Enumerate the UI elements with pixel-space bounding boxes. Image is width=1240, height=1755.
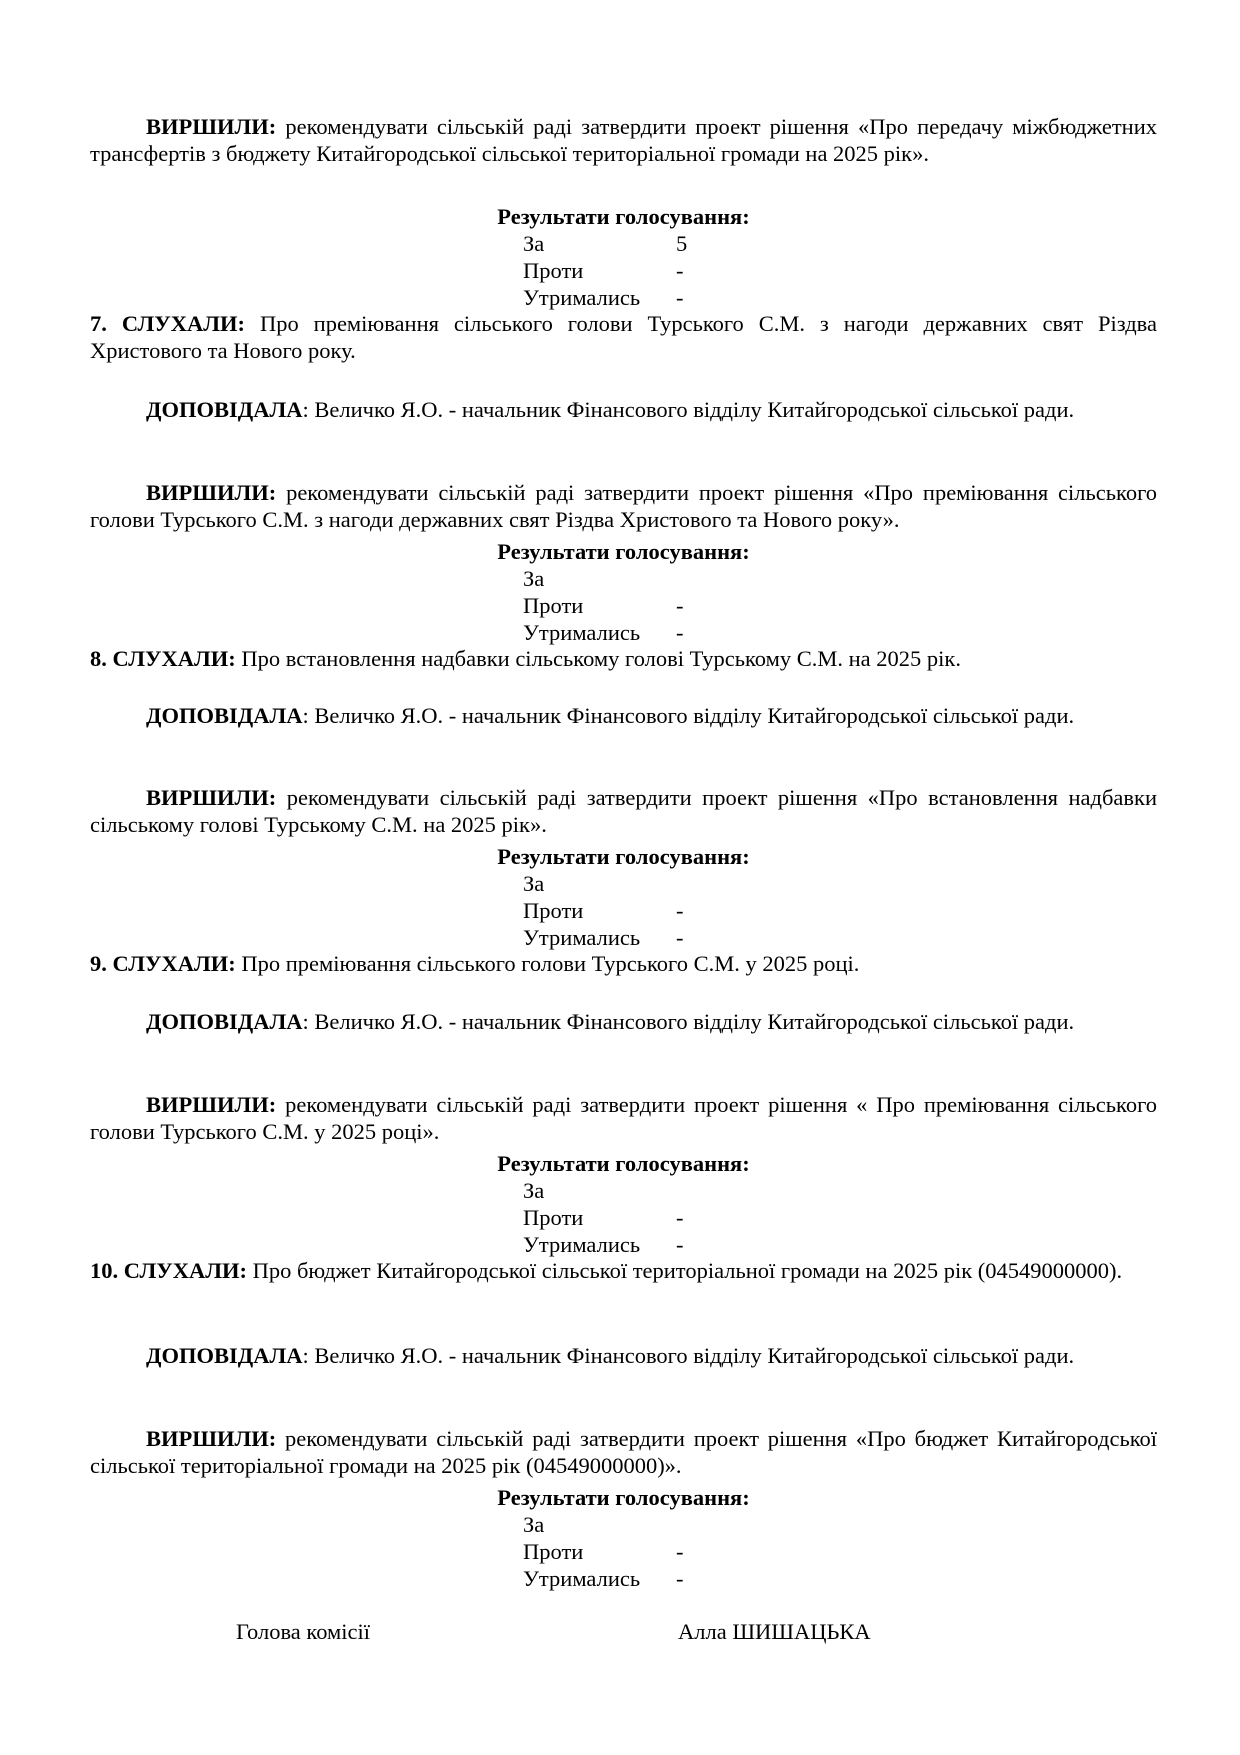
item-number: 7. [90, 311, 107, 336]
decision-text: рекомендувати сільській раді затвердити проект рішення «Про бюджет Китайгородської сільської територіальної громади на 2025 рік (04549000000)». [90, 1426, 1157, 1478]
reported-paragraph [90, 702, 1157, 729]
voting-results-heading: Результати голосування: [497, 204, 750, 229]
reported-paragraph [90, 396, 1157, 423]
reported-paragraph [90, 1342, 1157, 1369]
heard-label: СЛУХАЛИ: [123, 1258, 247, 1283]
item-number: 9. [90, 951, 107, 976]
vote-against-label: Проти [523, 593, 584, 618]
heard-paragraph [90, 310, 1157, 364]
reported-label: ДОПОВІДАЛА [146, 1343, 303, 1368]
heard-paragraph [90, 1257, 1157, 1284]
vote-against-value: - [676, 1539, 684, 1564]
reported-label: ДОПОВІДАЛА [146, 397, 303, 422]
vote-against-value: - [676, 1205, 684, 1230]
heard-paragraph [90, 645, 1157, 672]
reported-paragraph [90, 1008, 1157, 1035]
reported-text: : Величко Я.О. - начальник Фінансового відділу Китайгородської сільської ради. [302, 1009, 1075, 1034]
vote-abstained-label: Утримались [523, 925, 641, 950]
vote-for-label: За [523, 1512, 545, 1537]
decided-label: ВИРШИЛИ: [146, 1092, 277, 1117]
item-number: 10. [90, 1258, 119, 1283]
heard-text: Про преміювання сільського голови Турського С.М. з нагоди державних свят Різдва Христового та Нового року. [90, 311, 1157, 363]
decision-text: рекомендувати сільській раді затвердити проект рішення «Про преміювання сільського голови Турського С.М. з нагоди державних свят Різдва Христового та Нового року». [90, 480, 1157, 532]
heard-label: СЛУХАЛИ: [121, 311, 246, 336]
vote-abstained-value: - [676, 285, 684, 310]
decision-paragraph [90, 784, 1157, 838]
vote-for-label: За [523, 1178, 545, 1203]
vote-abstained-label: Утримались [523, 1566, 641, 1591]
voting-results-heading: Результати голосування: [497, 539, 750, 564]
decision-text: рекомендувати сільській раді затвердити проект рішення «Про передачу міжбюджетних трансфертів з бюджету Китайгородської сільської територіальної громади на 2025 рік». [90, 114, 1157, 166]
voting-results-heading: Результати голосування: [497, 1485, 750, 1510]
vote-against-label: Проти [523, 1205, 584, 1230]
vote-abstained-value: - [676, 1566, 684, 1591]
vote-abstained-value: - [676, 1232, 684, 1257]
vote-abstained-label: Утримались [523, 620, 641, 645]
vote-abstained-label: Утримались [523, 1232, 641, 1257]
heard-label: СЛУХАЛИ: [112, 951, 236, 976]
heard-text: Про бюджет Китайгородської сільської територіальної громади на 2025 рік (04549000000). [246, 1258, 1123, 1283]
signature-name: Алла ШИШАЦЬКА [678, 1619, 871, 1644]
vote-for-label: За [523, 871, 545, 896]
vote-against-value: - [676, 593, 684, 618]
decided-label: ВИРШИЛИ: [146, 785, 277, 810]
decision-paragraph [90, 1425, 1157, 1479]
decision-paragraph [90, 479, 1157, 533]
reported-text: : Величко Я.О. - начальник Фінансового відділу Китайгородської сільської ради. [302, 1343, 1075, 1368]
reported-label: ДОПОВІДАЛА [146, 703, 303, 728]
reported-label: ДОПОВІДАЛА [146, 1009, 303, 1034]
vote-for-label: За [523, 566, 545, 591]
decision-paragraph [90, 1091, 1157, 1145]
heard-text: Про преміювання сільського голови Турського С.М. у 2025 році. [235, 951, 860, 976]
vote-against-value: - [676, 898, 684, 923]
decided-label: ВИРШИЛИ: [146, 1426, 277, 1451]
item-number: 8. [90, 646, 107, 671]
vote-for-value: 5 [676, 231, 688, 256]
signature-role: Голова комісії [236, 1619, 370, 1644]
decision-text: рекомендувати сільській раді затвердити проект рішення « Про преміювання сільського голови Турського С.М. у 2025 році». [90, 1092, 1157, 1144]
vote-against-label: Проти [523, 1539, 584, 1564]
vote-against-value: - [676, 258, 684, 283]
vote-abstained-label: Утримались [523, 285, 641, 310]
vote-abstained-value: - [676, 925, 684, 950]
decided-label: ВИРШИЛИ: [146, 480, 277, 505]
heard-paragraph [90, 950, 1157, 977]
decision-paragraph [90, 113, 1157, 167]
voting-results-heading: Результати голосування: [497, 844, 750, 869]
reported-text: : Величко Я.О. - начальник Фінансового відділу Китайгородської сільської ради. [302, 397, 1075, 422]
vote-against-label: Проти [523, 258, 584, 283]
heard-text: Про встановлення надбавки сільському голові Турському С.М. на 2025 рік. [235, 646, 961, 671]
vote-for-label: За [523, 231, 545, 256]
reported-text: : Величко Я.О. - начальник Фінансового відділу Китайгородської сільської ради. [302, 703, 1075, 728]
decision-text: рекомендувати сільській раді затвердити проект рішення «Про встановлення надбавки сільському голові Турському С.М. на 2025 рік». [90, 785, 1157, 837]
vote-abstained-value: - [676, 620, 684, 645]
voting-results-heading: Результати голосування: [497, 1151, 750, 1176]
decided-label: ВИРШИЛИ: [146, 114, 277, 139]
heard-label: СЛУХАЛИ: [112, 646, 236, 671]
vote-against-label: Проти [523, 898, 584, 923]
